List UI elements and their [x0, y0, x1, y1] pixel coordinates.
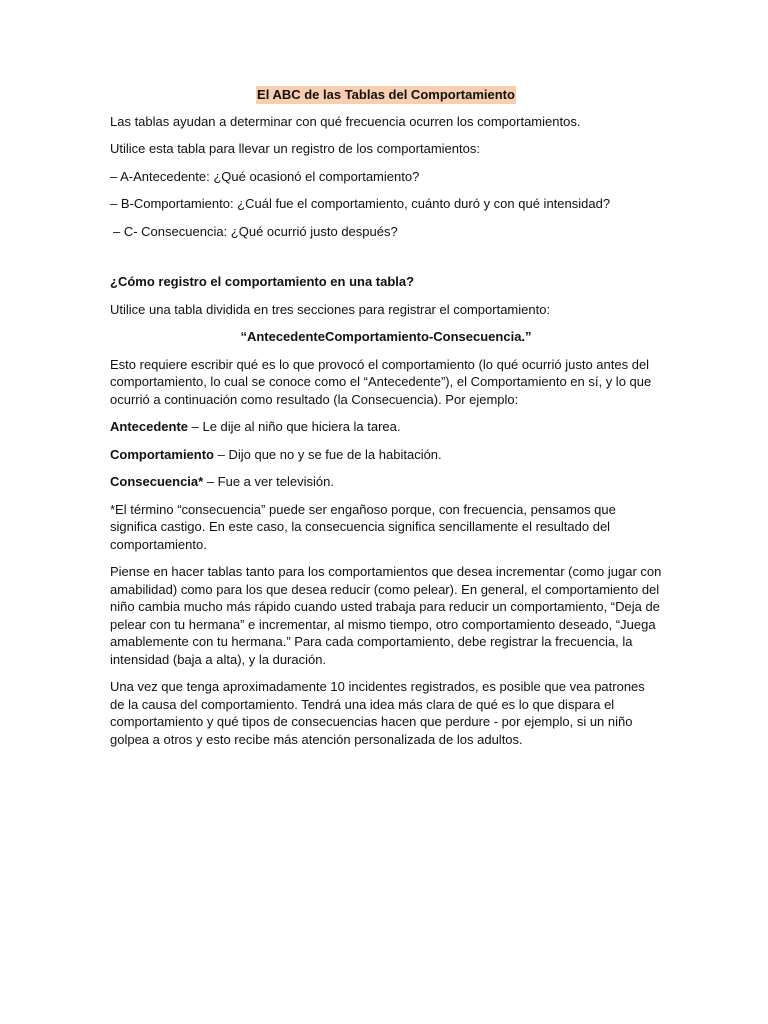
title-wrapper: [110, 86, 662, 104]
section-spacer: [110, 250, 662, 273]
document-title: El ABC de las Tablas del Comportamiento: [257, 87, 515, 102]
section-intro: Utilice una tabla dividida en tres secciones para registrar el comportamiento:: [110, 301, 551, 317]
example-term: Comportamiento: [110, 446, 214, 462]
example-behavior: [110, 446, 662, 464]
patterns-paragraph: Una vez que tenga aproximadamente 10 incidentes registrados, es posible que vea patrones de la causa del comportamiento. Tendrá una idea más clara de qué es lo que dispara el comportamiento y qué tipos de consecuencias hacen que perdure - por ejemplo, si un niño golpea a otros y esto recibe más atención personalizada de los adultos.: [110, 679, 645, 747]
list-item-antecedent: – A-Antecedente: ¿Qué ocasionó el comportamiento?: [110, 168, 420, 184]
intro-line-1: Las tablas ayudan a determinar con qué frecuencia ocurren los comportamientos.: [110, 113, 581, 129]
list-item-behavior: – B-Comportamiento: ¿Cuál fue el comportamiento, cuánto duró y con qué intensidad?: [110, 196, 611, 211]
section-heading: ¿Cómo registro el comportamiento en una tabla?: [110, 274, 415, 289]
explanation-paragraph: Esto requiere escribir qué es lo que provocó el comportamiento (lo qué ocurrió justo antes del comportamiento, lo cual se conoce como el “Antecedente”), el Comportamiento en sí, y lo que ocurrió a continuación como resultado (la Consecuencia). Por ejemplo:: [110, 356, 652, 407]
intro-line-2: Utilice esta tabla para llevar un registro de los comportamientos:: [110, 141, 480, 156]
footnote-paragraph: *El término “consecuencia” puede ser engañoso porque, con frecuencia, pensamos que significa castigo. En este caso, la consecuencia significa sencillamente el resultado del comportamiento.: [110, 501, 616, 552]
example-consequence: [110, 473, 662, 491]
example-antecedent: [110, 418, 662, 436]
example-term: Consecuencia*: [110, 474, 204, 489]
example-term: Antecedente: [110, 419, 189, 434]
list-item-consequence: – C- Consecuencia: ¿Qué ocurrió justo después?: [113, 223, 398, 239]
example-text: – Dijo que no y se fue de la habitación.: [214, 446, 442, 462]
section-quote: “AntecedenteComportamiento-Consecuencia.”: [240, 329, 532, 344]
example-text: – Le dije al niño que hiciera la tarea.: [188, 419, 401, 434]
think-paragraph: Piense en hacer tablas tanto para los comportamientos que desea incrementar (como jugar con amabilidad) como para los que desea reducir (como pelear). En general, el comportamiento del niño cambia mucho más rápido cuando usted trabaja para reducir un comportamiento, “Deja de pelear con tu hermana” e incrementar, al mismo tiempo, otro comportamiento deseado, “Juega amablemente con tu hermana.” Para cada comportamiento, debe registrar la frecuencia, la intensidad (baja a alta), y la duración.: [110, 564, 662, 667]
document-page: [110, 86, 662, 758]
example-text: – Fue a ver televisión.: [203, 474, 334, 489]
